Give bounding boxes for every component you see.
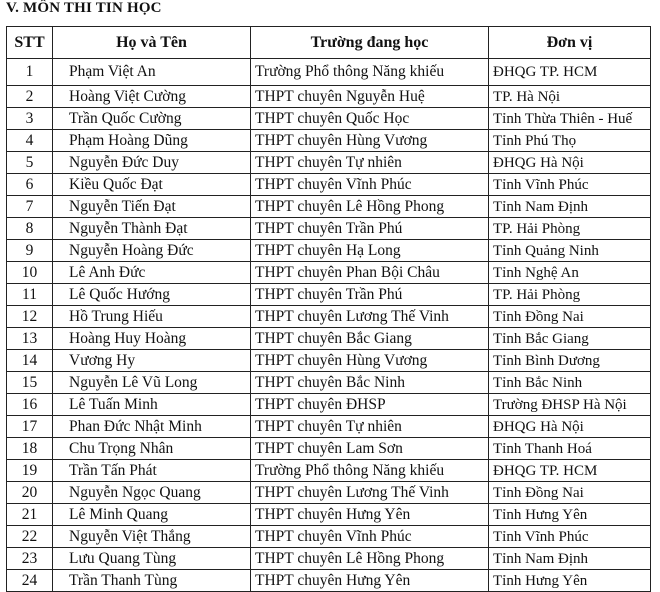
header-row bbox=[7, 27, 651, 59]
school-cell: THPT chuyên Lê Hồng Phong bbox=[251, 196, 489, 218]
table-row bbox=[7, 350, 651, 372]
table-row bbox=[7, 394, 651, 416]
name-cell: Trần Quốc Cường bbox=[53, 108, 251, 130]
stt-cell: 17 bbox=[7, 416, 53, 438]
section-heading: V. MÔN THI TIN HỌC bbox=[6, 0, 162, 16]
stt-cell: 14 bbox=[7, 350, 53, 372]
school-cell: THPT chuyên Hưng Yên bbox=[251, 504, 489, 526]
unit-cell: Tỉnh Quảng Ninh bbox=[489, 240, 651, 262]
table-row bbox=[7, 174, 651, 196]
table-row bbox=[7, 504, 651, 526]
table-row bbox=[7, 570, 651, 592]
name-cell: Lê Anh Đức bbox=[53, 262, 251, 284]
stt-cell: 15 bbox=[7, 372, 53, 394]
stt-cell: 3 bbox=[7, 108, 53, 130]
name-cell: Lưu Quang Tùng bbox=[53, 548, 251, 570]
column-header-name: Họ và Tên bbox=[53, 27, 251, 59]
table-row bbox=[7, 59, 651, 86]
school-cell: THPT chuyên Trần Phú bbox=[251, 284, 489, 306]
students-table bbox=[6, 26, 651, 592]
table-row bbox=[7, 328, 651, 350]
stt-cell: 10 bbox=[7, 262, 53, 284]
column-header-unit: Đơn vị bbox=[489, 27, 651, 59]
name-cell: Hoàng Huy Hoàng bbox=[53, 328, 251, 350]
table-row bbox=[7, 262, 651, 284]
stt-cell: 19 bbox=[7, 460, 53, 482]
stt-cell: 18 bbox=[7, 438, 53, 460]
school-cell: Trường Phổ thông Năng khiếu bbox=[251, 460, 489, 482]
unit-cell: Tỉnh Bắc Ninh bbox=[489, 372, 651, 394]
table-row bbox=[7, 108, 651, 130]
name-cell: Hồ Trung Hiếu bbox=[53, 306, 251, 328]
school-cell: THPT chuyên Bắc Giang bbox=[251, 328, 489, 350]
table-row bbox=[7, 240, 651, 262]
school-cell: Trường Phổ thông Năng khiếu bbox=[251, 59, 489, 86]
table-row bbox=[7, 548, 651, 570]
school-cell: THPT chuyên Bắc Ninh bbox=[251, 372, 489, 394]
name-cell: Phạm Việt An bbox=[53, 59, 251, 86]
school-cell: THPT chuyên Hùng Vương bbox=[251, 350, 489, 372]
stt-cell: 24 bbox=[7, 570, 53, 592]
stt-cell: 9 bbox=[7, 240, 53, 262]
school-cell: THPT chuyên Vĩnh Phúc bbox=[251, 526, 489, 548]
name-cell: Nguyễn Ngọc Quang bbox=[53, 482, 251, 504]
unit-cell: TP. Hà Nội bbox=[489, 86, 651, 108]
school-cell: THPT chuyên Phan Bội Châu bbox=[251, 262, 489, 284]
stt-cell: 13 bbox=[7, 328, 53, 350]
name-cell: Phạm Hoàng Dũng bbox=[53, 130, 251, 152]
name-cell: Lê Minh Quang bbox=[53, 504, 251, 526]
school-cell: THPT chuyên Tự nhiên bbox=[251, 416, 489, 438]
stt-cell: 21 bbox=[7, 504, 53, 526]
table-row bbox=[7, 86, 651, 108]
name-cell: Phan Đức Nhật Minh bbox=[53, 416, 251, 438]
unit-cell: Tỉnh Nam Định bbox=[489, 196, 651, 218]
name-cell: Nguyễn Hoàng Đức bbox=[53, 240, 251, 262]
name-cell: Lê Quốc Hướng bbox=[53, 284, 251, 306]
table-row bbox=[7, 284, 651, 306]
name-cell: Nguyễn Việt Thắng bbox=[53, 526, 251, 548]
name-cell: Vương Hy bbox=[53, 350, 251, 372]
name-cell: Nguyễn Tiến Đạt bbox=[53, 196, 251, 218]
school-cell: THPT chuyên Lương Thế Vinh bbox=[251, 482, 489, 504]
unit-cell: Tỉnh Thừa Thiên - Huế bbox=[489, 108, 651, 130]
name-cell: Kiều Quốc Đạt bbox=[53, 174, 251, 196]
column-header-school: Trường đang học bbox=[251, 27, 489, 59]
stt-cell: 22 bbox=[7, 526, 53, 548]
unit-cell: ĐHQG Hà Nội bbox=[489, 416, 651, 438]
unit-cell: ĐHQG Hà Nội bbox=[489, 152, 651, 174]
table-row bbox=[7, 526, 651, 548]
name-cell: Chu Trọng Nhân bbox=[53, 438, 251, 460]
name-cell: Trần Thanh Tùng bbox=[53, 570, 251, 592]
school-cell: THPT chuyên Nguyễn Huệ bbox=[251, 86, 489, 108]
school-cell: THPT chuyên Hùng Vương bbox=[251, 130, 489, 152]
name-cell: Nguyễn Lê Vũ Long bbox=[53, 372, 251, 394]
unit-cell: ĐHQG TP. HCM bbox=[489, 460, 651, 482]
unit-cell: Tỉnh Thanh Hoá bbox=[489, 438, 651, 460]
stt-cell: 20 bbox=[7, 482, 53, 504]
stt-cell: 8 bbox=[7, 218, 53, 240]
stt-cell: 16 bbox=[7, 394, 53, 416]
unit-cell: Tỉnh Nghệ An bbox=[489, 262, 651, 284]
name-cell: Nguyễn Thành Đạt bbox=[53, 218, 251, 240]
stt-cell: 6 bbox=[7, 174, 53, 196]
stt-cell: 7 bbox=[7, 196, 53, 218]
unit-cell: Tỉnh Nam Định bbox=[489, 548, 651, 570]
school-cell: THPT chuyên Hưng Yên bbox=[251, 570, 489, 592]
table-body bbox=[7, 59, 651, 592]
school-cell: THPT chuyên Vĩnh Phúc bbox=[251, 174, 489, 196]
stt-cell: 11 bbox=[7, 284, 53, 306]
table-row bbox=[7, 460, 651, 482]
name-cell: Lê Tuấn Minh bbox=[53, 394, 251, 416]
unit-cell: Tỉnh Hưng Yên bbox=[489, 504, 651, 526]
school-cell: THPT chuyên ĐHSP bbox=[251, 394, 489, 416]
table-row bbox=[7, 372, 651, 394]
stt-cell: 12 bbox=[7, 306, 53, 328]
stt-cell: 23 bbox=[7, 548, 53, 570]
table-row bbox=[7, 196, 651, 218]
table-row bbox=[7, 218, 651, 240]
school-cell: THPT chuyên Trần Phú bbox=[251, 218, 489, 240]
stt-cell: 1 bbox=[7, 59, 53, 86]
name-cell: Trần Tấn Phát bbox=[53, 460, 251, 482]
school-cell: THPT chuyên Lê Hồng Phong bbox=[251, 548, 489, 570]
unit-cell: TP. Hải Phòng bbox=[489, 218, 651, 240]
unit-cell: TP. Hải Phòng bbox=[489, 284, 651, 306]
stt-cell: 4 bbox=[7, 130, 53, 152]
unit-cell: Tỉnh Vĩnh Phúc bbox=[489, 526, 651, 548]
stt-cell: 5 bbox=[7, 152, 53, 174]
school-cell: THPT chuyên Hạ Long bbox=[251, 240, 489, 262]
unit-cell: Tỉnh Đồng Nai bbox=[489, 306, 651, 328]
unit-cell: Tỉnh Phú Thọ bbox=[489, 130, 651, 152]
name-cell: Hoàng Việt Cường bbox=[53, 86, 251, 108]
name-cell: Nguyễn Đức Duy bbox=[53, 152, 251, 174]
table-row bbox=[7, 416, 651, 438]
unit-cell: Tỉnh Bắc Giang bbox=[489, 328, 651, 350]
unit-cell: ĐHQG TP. HCM bbox=[489, 59, 651, 86]
school-cell: THPT chuyên Quốc Học bbox=[251, 108, 489, 130]
stt-cell: 2 bbox=[7, 86, 53, 108]
table-row bbox=[7, 438, 651, 460]
table-row bbox=[7, 482, 651, 504]
unit-cell: Tỉnh Vĩnh Phúc bbox=[489, 174, 651, 196]
unit-cell: Tỉnh Đồng Nai bbox=[489, 482, 651, 504]
unit-cell: Trường ĐHSP Hà Nội bbox=[489, 394, 651, 416]
school-cell: THPT chuyên Tự nhiên bbox=[251, 152, 489, 174]
school-cell: THPT chuyên Lam Sơn bbox=[251, 438, 489, 460]
table-row bbox=[7, 306, 651, 328]
column-header-stt: STT bbox=[7, 27, 53, 59]
school-cell: THPT chuyên Lương Thế Vinh bbox=[251, 306, 489, 328]
table-row bbox=[7, 152, 651, 174]
table-row bbox=[7, 130, 651, 152]
unit-cell: Tỉnh Hưng Yên bbox=[489, 570, 651, 592]
unit-cell: Tỉnh Bình Dương bbox=[489, 350, 651, 372]
